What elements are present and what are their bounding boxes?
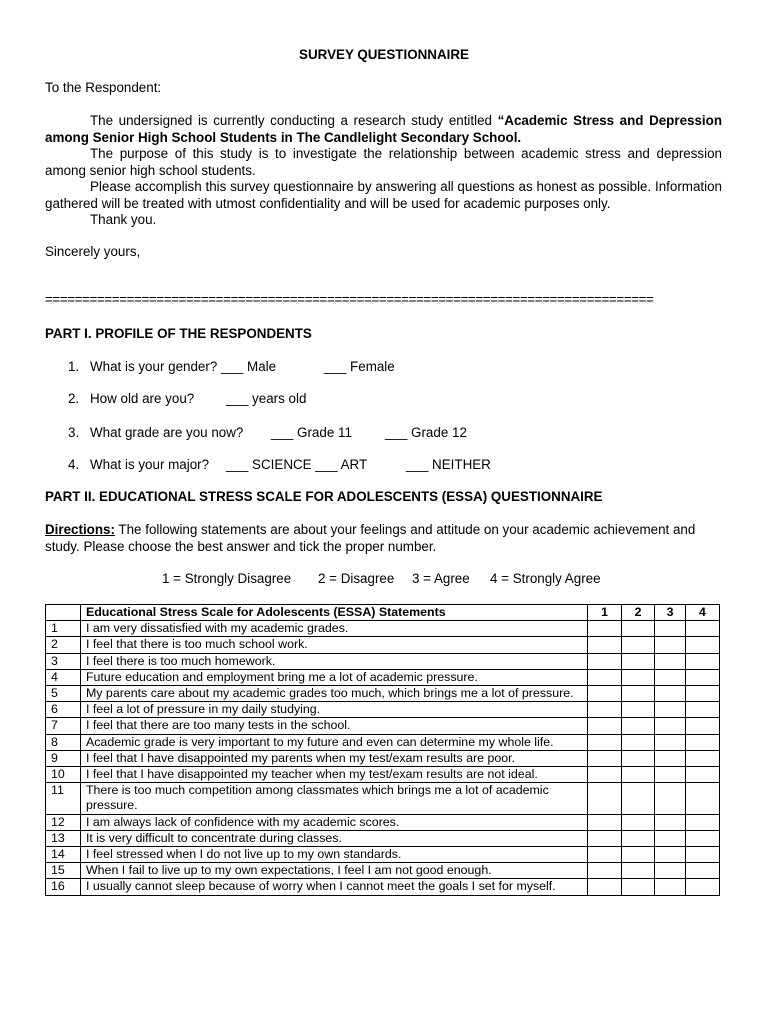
part2-heading: PART II. EDUCATIONAL STRESS SCALE FOR ADOLESCENTS (ESSA) QUESTIONNAIRE — [45, 489, 603, 504]
response-cell-3[interactable] — [655, 653, 686, 669]
row-statement: I feel that there are too many tests in the school. — [80, 718, 587, 734]
response-cell-1[interactable] — [588, 879, 622, 895]
question-age — [68, 391, 468, 406]
row-number: 9 — [46, 750, 81, 766]
row-number: 4 — [46, 669, 81, 685]
row-number: 3 — [46, 653, 81, 669]
question-text: How old are you? — [90, 391, 195, 406]
row-number: 11 — [46, 783, 81, 814]
response-cell-4[interactable] — [686, 830, 720, 846]
response-cell-2[interactable] — [622, 669, 655, 685]
response-cell-1[interactable] — [588, 814, 622, 830]
part1-heading: PART I. PROFILE OF THE RESPONDENTS — [45, 326, 312, 341]
row-statement: Academic grade is very important to my future and even can determine my whole life. — [80, 734, 587, 750]
response-cell-2[interactable] — [622, 847, 655, 863]
question-number: 4. — [68, 457, 80, 472]
row-number: 2 — [46, 637, 81, 653]
response-cell-4[interactable] — [686, 767, 720, 783]
table-row — [46, 718, 720, 734]
table-row — [46, 750, 720, 766]
header-col-1: 1 — [588, 605, 622, 621]
salutation: To the Respondent: — [45, 80, 162, 95]
table-row — [46, 879, 720, 895]
response-cell-4[interactable] — [686, 718, 720, 734]
response-cell-1[interactable] — [588, 734, 622, 750]
response-cell-2[interactable] — [622, 686, 655, 702]
response-cell-4[interactable] — [686, 669, 720, 685]
response-cell-3[interactable] — [655, 686, 686, 702]
row-number: 12 — [46, 814, 81, 830]
question-number: 3. — [68, 425, 80, 440]
response-cell-2[interactable] — [622, 814, 655, 830]
scale-3: 3 = Agree — [412, 571, 470, 586]
option-science-art[interactable]: ___ SCIENCE ___ ART — [226, 457, 368, 472]
response-cell-4[interactable] — [686, 814, 720, 830]
scale-4: 4 = Strongly Agree — [490, 571, 601, 586]
essa-table — [45, 604, 720, 896]
question-gender — [68, 359, 468, 374]
row-statement: When I fail to live up to my own expectations, I feel I am not good enough. — [80, 863, 587, 879]
response-cell-3[interactable] — [655, 783, 686, 814]
table-row — [46, 637, 720, 653]
response-cell-1[interactable] — [588, 686, 622, 702]
response-cell-4[interactable] — [686, 863, 720, 879]
row-number: 16 — [46, 879, 81, 895]
response-cell-2[interactable] — [622, 830, 655, 846]
response-cell-1[interactable] — [588, 750, 622, 766]
response-cell-1[interactable] — [588, 783, 622, 814]
option-grade-11[interactable]: ___ Grade 11 — [271, 425, 352, 440]
response-cell-2[interactable] — [622, 750, 655, 766]
separator-line: ================================================================================== — [45, 292, 654, 307]
row-number: 5 — [46, 686, 81, 702]
row-statement: I feel that I have disappointed my parents when my test/exam results are poor. — [80, 750, 587, 766]
header-col-3: 3 — [655, 605, 686, 621]
response-cell-3[interactable] — [655, 718, 686, 734]
row-number: 7 — [46, 718, 81, 734]
response-cell-3[interactable] — [655, 830, 686, 846]
header-col-2: 2 — [622, 605, 655, 621]
table-row — [46, 702, 720, 718]
response-cell-3[interactable] — [655, 669, 686, 685]
table-row — [46, 621, 720, 637]
row-number: 6 — [46, 702, 81, 718]
study-title: “Academic Stress and Depression among Senior High School Students in The Candlelight Secondary School. — [45, 113, 722, 145]
row-statement: I am always lack of confidence with my academic scores. — [80, 814, 587, 830]
option-female[interactable]: ___ Female — [324, 359, 395, 374]
response-cell-1[interactable] — [588, 669, 622, 685]
response-cell-4[interactable] — [686, 879, 720, 895]
option-neither[interactable]: ___ NEITHER — [406, 457, 491, 472]
response-cell-2[interactable] — [622, 734, 655, 750]
response-cell-2[interactable] — [622, 718, 655, 734]
table-row — [46, 734, 720, 750]
question-text: What is your gender? ___ Male — [90, 359, 277, 374]
response-cell-4[interactable] — [686, 783, 720, 814]
response-cell-1[interactable] — [588, 637, 622, 653]
directions-text: The following statements are about your feelings and attitude on your academic achievement and study. Please choose the best answer and tick the proper number. — [45, 522, 696, 554]
response-cell-3[interactable] — [655, 702, 686, 718]
response-cell-3[interactable] — [655, 734, 686, 750]
intro-paragraph-1 — [45, 113, 722, 146]
page-title: SURVEY QUESTIONNAIRE — [299, 47, 469, 62]
response-cell-3[interactable] — [655, 750, 686, 766]
response-cell-2[interactable] — [622, 702, 655, 718]
row-number: 1 — [46, 621, 81, 637]
row-statement: My parents care about my academic grades too much, which brings me a lot of pressure. — [80, 686, 587, 702]
response-cell-3[interactable] — [655, 847, 686, 863]
scale-1: 1 = Strongly Disagree — [162, 571, 292, 586]
question-grade — [68, 425, 518, 440]
response-cell-1[interactable] — [588, 863, 622, 879]
response-cell-4[interactable] — [686, 653, 720, 669]
response-cell-2[interactable] — [622, 653, 655, 669]
response-cell-3[interactable] — [655, 863, 686, 879]
intro-paragraph-3: Please accomplish this survey questionnaire by answering all questions as honest as possible. Information gathered will be treated with utmost confidentiality and will be used for academic purposes only. — [45, 179, 722, 211]
response-cell-4[interactable] — [686, 637, 720, 653]
response-cell-1[interactable] — [588, 830, 622, 846]
table-header-row — [46, 605, 720, 621]
question-text: What is your major? — [90, 457, 210, 472]
intro-lead: The undersigned is currently conducting a research study entitled — [90, 113, 498, 128]
response-cell-2[interactable] — [622, 879, 655, 895]
question-number: 1. — [68, 359, 80, 374]
response-cell-4[interactable] — [686, 621, 720, 637]
row-statement: Future education and employment bring me a lot of academic pressure. — [80, 669, 587, 685]
table-row — [46, 686, 720, 702]
response-cell-2[interactable] — [622, 863, 655, 879]
response-cell-4[interactable] — [686, 686, 720, 702]
response-cell-4[interactable] — [686, 750, 720, 766]
response-cell-3[interactable] — [655, 637, 686, 653]
response-cell-3[interactable] — [655, 814, 686, 830]
table-row — [46, 863, 720, 879]
row-statement: I feel that I have disappointed my teacher when my test/exam results are not ideal. — [80, 767, 587, 783]
row-number: 8 — [46, 734, 81, 750]
question-number: 2. — [68, 391, 80, 406]
row-number: 10 — [46, 767, 81, 783]
question-major — [68, 457, 518, 472]
question-text: What grade are you now? — [90, 425, 244, 440]
intro-paragraph-2: The purpose of this study is to investigate the relationship between academic stress and depression among senior high school students. — [45, 146, 722, 178]
directions — [45, 522, 722, 555]
table-row — [46, 767, 720, 783]
response-cell-3[interactable] — [655, 767, 686, 783]
directions-label: Directions: — [45, 522, 115, 537]
response-cell-2[interactable] — [622, 621, 655, 637]
row-number: 14 — [46, 847, 81, 863]
row-statement: It is very difficult to concentrate during classes. — [80, 830, 587, 846]
response-cell-3[interactable] — [655, 621, 686, 637]
option-grade-12[interactable]: ___ Grade 12 — [385, 425, 467, 440]
response-cell-1[interactable] — [588, 767, 622, 783]
response-cell-2[interactable] — [622, 783, 655, 814]
response-cell-4[interactable] — [686, 702, 720, 718]
table-row — [46, 847, 720, 863]
response-cell-2[interactable] — [622, 767, 655, 783]
row-statement: I feel there is too much homework. — [80, 653, 587, 669]
header-col-4: 4 — [686, 605, 720, 621]
response-cell-4[interactable] — [686, 847, 720, 863]
row-number: 13 — [46, 830, 81, 846]
row-statement: I am very dissatisfied with my academic grades. — [80, 621, 587, 637]
scale-2: 2 = Disagree — [318, 571, 395, 586]
response-cell-3[interactable] — [655, 879, 686, 895]
response-cell-1[interactable] — [588, 653, 622, 669]
row-statement: There is too much competition among classmates which brings me a lot of academic pressure. — [80, 783, 587, 814]
header-number-cell — [46, 605, 81, 621]
option-years-old[interactable]: ___ years old — [226, 391, 307, 406]
header-statement: Educational Stress Scale for Adolescents (ESSA) Statements — [80, 605, 587, 621]
response-cell-1[interactable] — [588, 847, 622, 863]
response-cell-1[interactable] — [588, 621, 622, 637]
row-statement: I feel that there is too much school work. — [80, 637, 587, 653]
row-number: 15 — [46, 863, 81, 879]
row-statement: I usually cannot sleep because of worry when I cannot meet the goals I set for myself. — [80, 879, 587, 895]
response-cell-1[interactable] — [588, 702, 622, 718]
table-row — [46, 669, 720, 685]
table-row — [46, 830, 720, 846]
table-row — [46, 653, 720, 669]
table-row — [46, 814, 720, 830]
intro-paragraph-4: Thank you. — [90, 212, 157, 227]
response-cell-4[interactable] — [686, 734, 720, 750]
response-cell-2[interactable] — [622, 637, 655, 653]
response-cell-1[interactable] — [588, 718, 622, 734]
table-row — [46, 783, 720, 814]
closing: Sincerely yours, — [45, 244, 141, 259]
row-statement: I feel stressed when I do not live up to my own standards. — [80, 847, 587, 863]
row-statement: I feel a lot of pressure in my daily studying. — [80, 702, 587, 718]
